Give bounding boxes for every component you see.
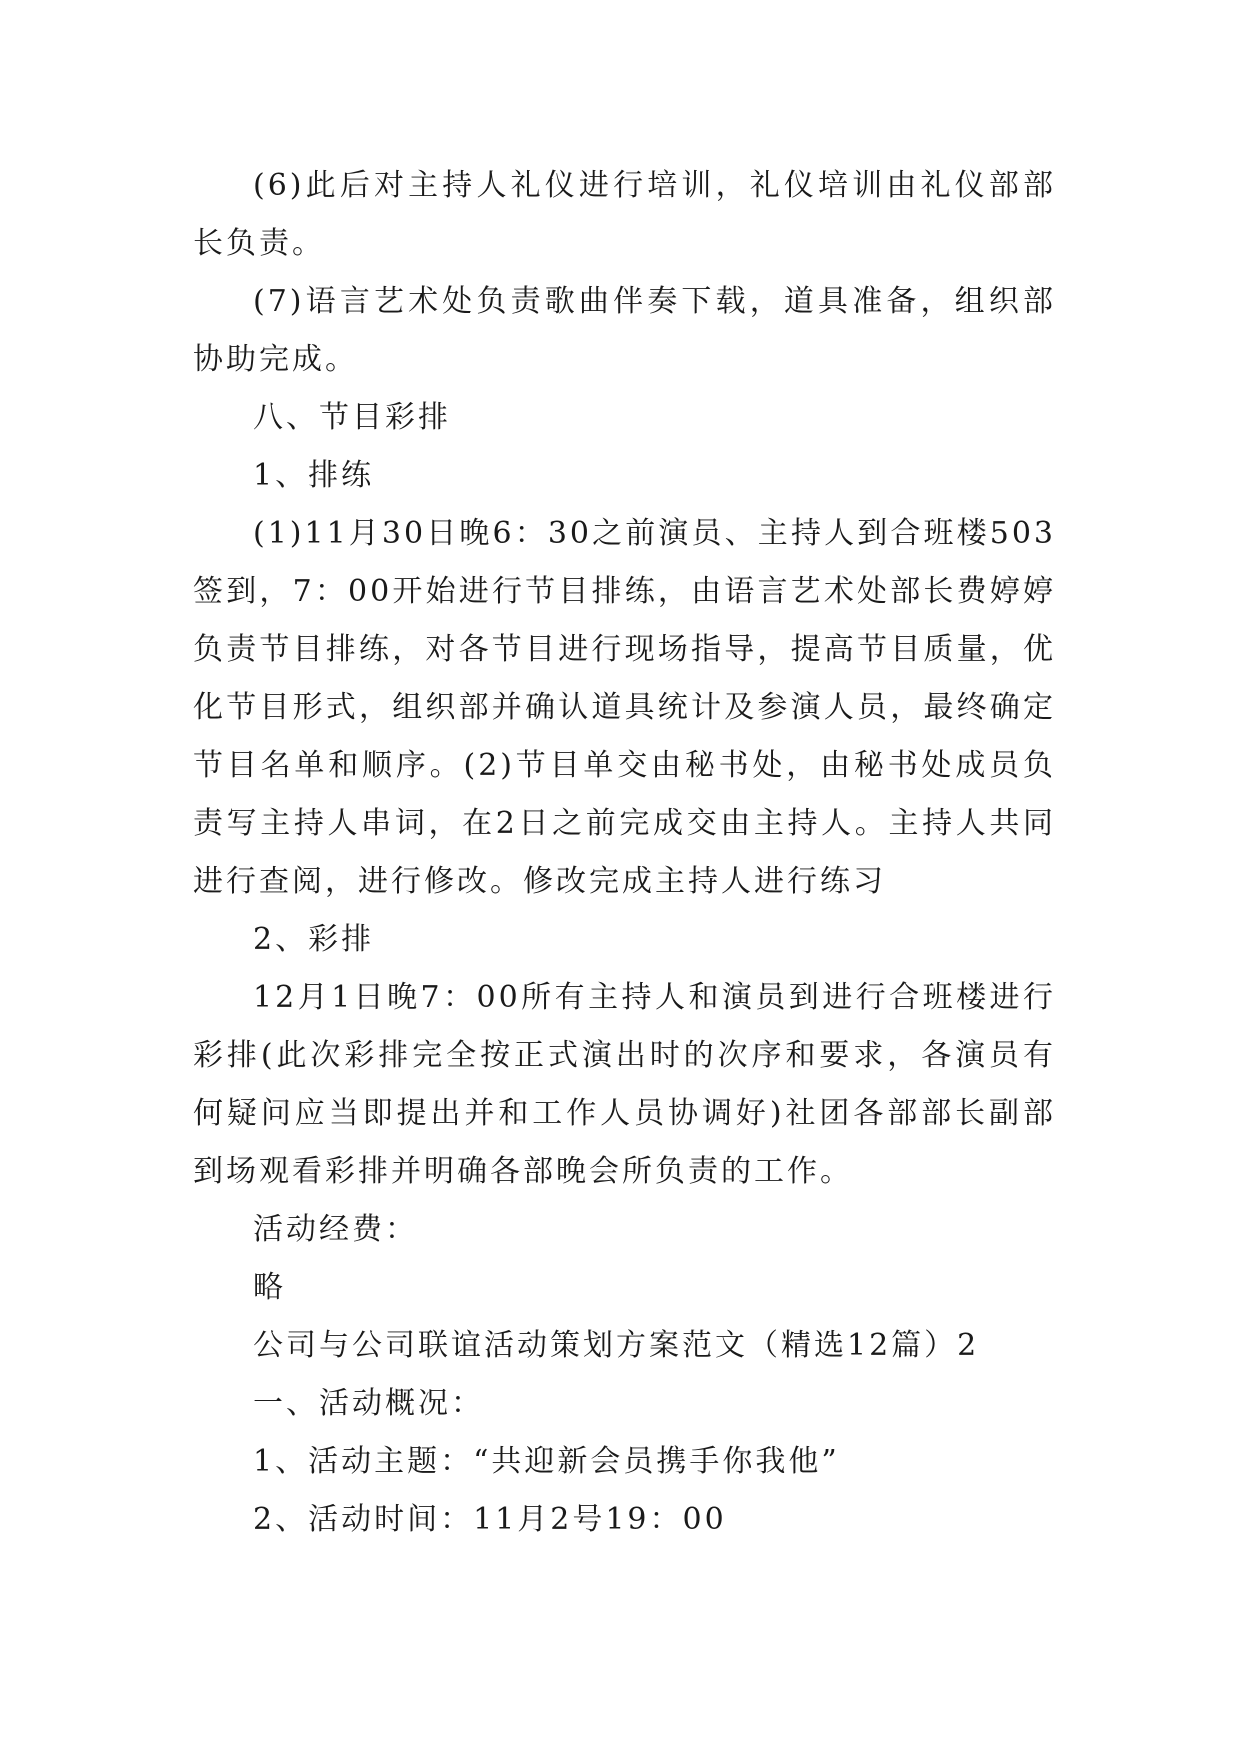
paragraph-practice-details: (1)11月30日晚6：30之前演员、主持人到合班楼503签到，7：00开始进行节目排练，由语言艺术处部长费婷婷负责节目排练，对各节目进行现场指导，提高节目质量，优化节目形式，组织部并确认道具统计及参演人员，最终确定节目名单和顺序。(2)节目单交由秘书处，由秘书处成员负责写主持人串词，在2日之前完成交由主持人。主持人共同进行查阅，进行修改。修改完成主持人进行练习 [193,516,1056,899]
text-omitted: 略 [253,1270,286,1305]
subheading-practice: 1、排练 [253,458,375,493]
item-activity-time: 2、活动时间：11月2号19：00 [253,1502,727,1537]
paragraph-host-etiquette: (6)此后对主持人礼仪进行培训，礼仪培训由礼仪部部长负责。 [193,168,1056,261]
section-heading-rehearsal: 八、节目彩排 [253,400,451,435]
paragraph-music-props: (7)语言艺术处负责歌曲伴奏下载，道具准备，组织部协助完成。 [193,284,1056,377]
subheading-dress-rehearsal: 2、彩排 [253,922,375,957]
document-body [193,157,1056,1549]
section-heading-overview: 一、活动概况： [253,1386,484,1421]
article-title: 公司与公司联谊活动策划方案范文（精选12篇）2 [253,1328,980,1363]
item-activity-theme: 1、活动主题：“共迎新会员携手你我他” [253,1444,840,1479]
heading-activity-funds: 活动经费： [253,1212,418,1247]
paragraph-dress-rehearsal-details: 12月1日晚7：00所有主持人和演员到进行合班楼进行彩排(此次彩排完全按正式演出时的次序和要求，各演员有何疑问应当即提出并和工作人员协调好)社团各部部长副部到场观看彩排并明确各部晚会所负责的工作。 [193,980,1056,1189]
